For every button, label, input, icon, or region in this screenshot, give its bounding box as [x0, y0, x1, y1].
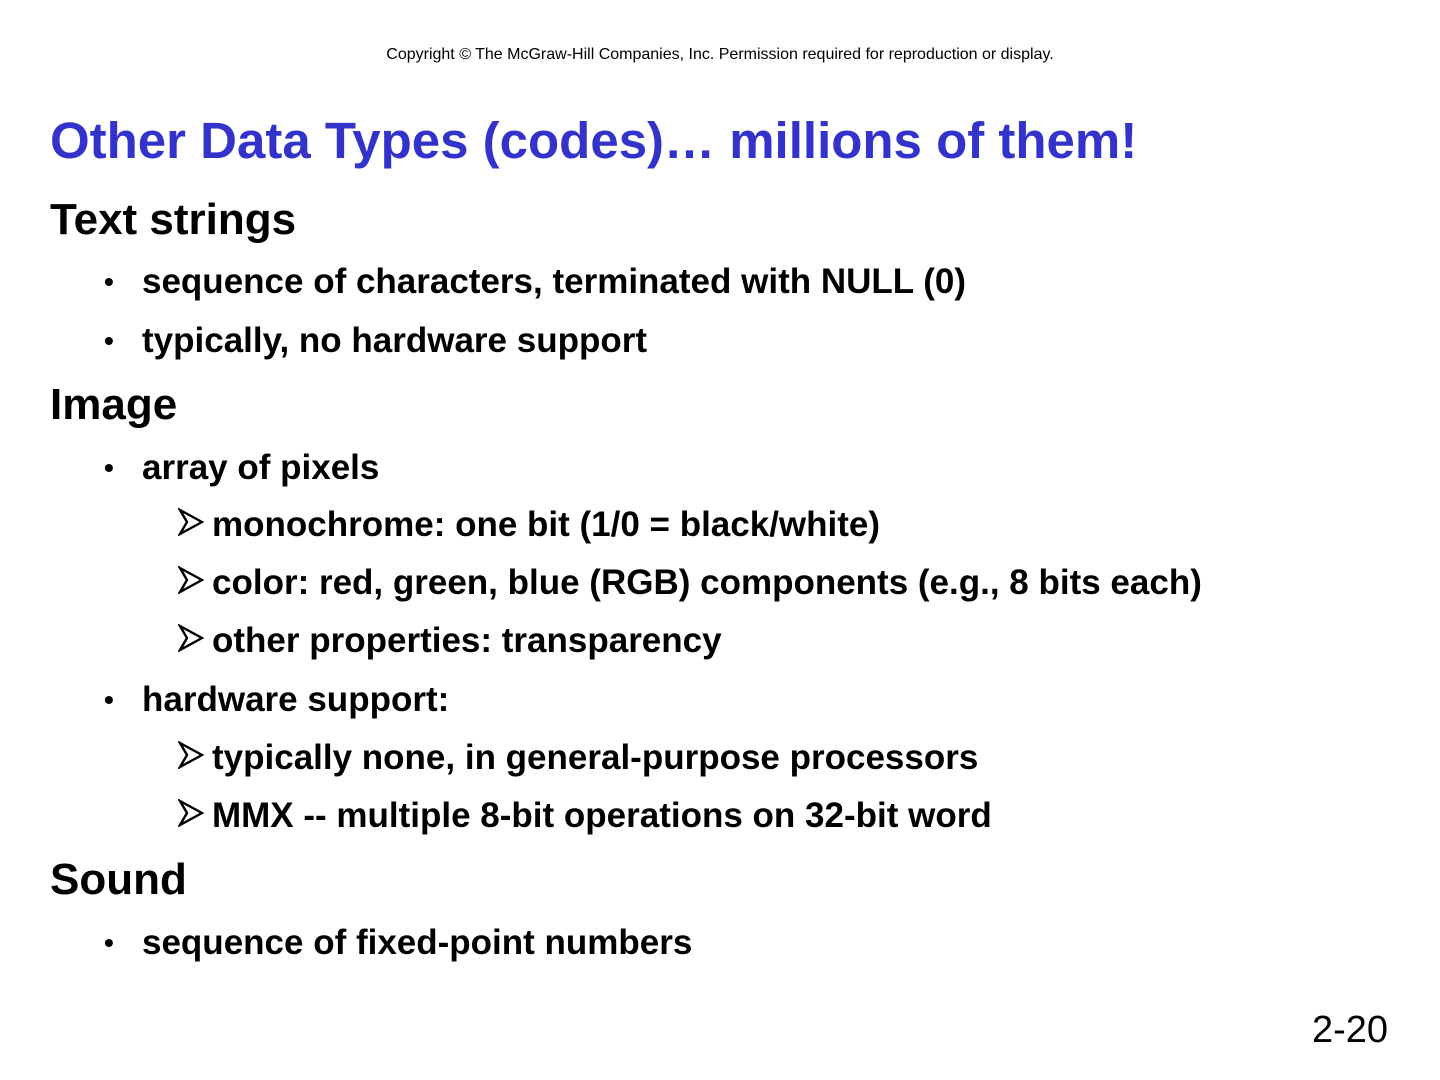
sub-list-item [178, 563, 1202, 603]
sub-bullet-text: typically none, in general-purpose processors [212, 738, 979, 777]
bullet-text: hardware support: [142, 680, 450, 719]
sub-bullet-text: MMX -- multiple 8-bit operations on 32-bit word [212, 796, 992, 835]
arrowhead-icon [178, 621, 212, 652]
arrowhead-icon [178, 738, 212, 769]
sub-list-item [178, 505, 880, 545]
section-heading-text-strings: Text strings [50, 195, 297, 244]
arrowhead-icon [178, 796, 212, 827]
bullet-text: sequence of characters, terminated with NULL (0) [142, 262, 967, 301]
section-heading-sound: Sound [50, 855, 187, 904]
bullet-dot-icon: • [104, 927, 114, 958]
list-item [104, 321, 647, 361]
bullet-dot-icon: • [104, 452, 114, 483]
sub-list-item [178, 621, 722, 661]
list-item [104, 923, 692, 963]
list-item [104, 262, 966, 302]
list-item [104, 448, 379, 488]
slide-title: Other Data Types (codes)… millions of them! [50, 112, 1138, 169]
bullet-dot-icon: • [104, 325, 114, 356]
page-number: 2-20 [1311, 1009, 1388, 1051]
bullet-text: array of pixels [142, 448, 380, 487]
list-item [104, 680, 449, 720]
bullet-text: sequence of fixed-point numbers [142, 923, 693, 962]
sub-bullet-text: monochrome: one bit (1/0 = black/white) [212, 505, 881, 544]
sub-bullet-text: color: red, green, blue (RGB) components (e.g., 8 bits each) [212, 563, 1202, 602]
arrowhead-icon [178, 505, 212, 536]
sub-list-item [178, 796, 992, 836]
section-heading-image: Image [50, 380, 178, 429]
copyright-notice: Copyright © The McGraw-Hill Companies, Inc. Permission required for reproduction or display. [386, 46, 1054, 63]
sub-bullet-text: other properties: transparency [212, 621, 722, 660]
arrowhead-icon [178, 563, 212, 594]
bullet-text: typically, no hardware support [142, 321, 648, 360]
bullet-dot-icon: • [104, 266, 114, 297]
bullet-dot-icon: • [104, 684, 114, 715]
sub-list-item [178, 738, 978, 778]
